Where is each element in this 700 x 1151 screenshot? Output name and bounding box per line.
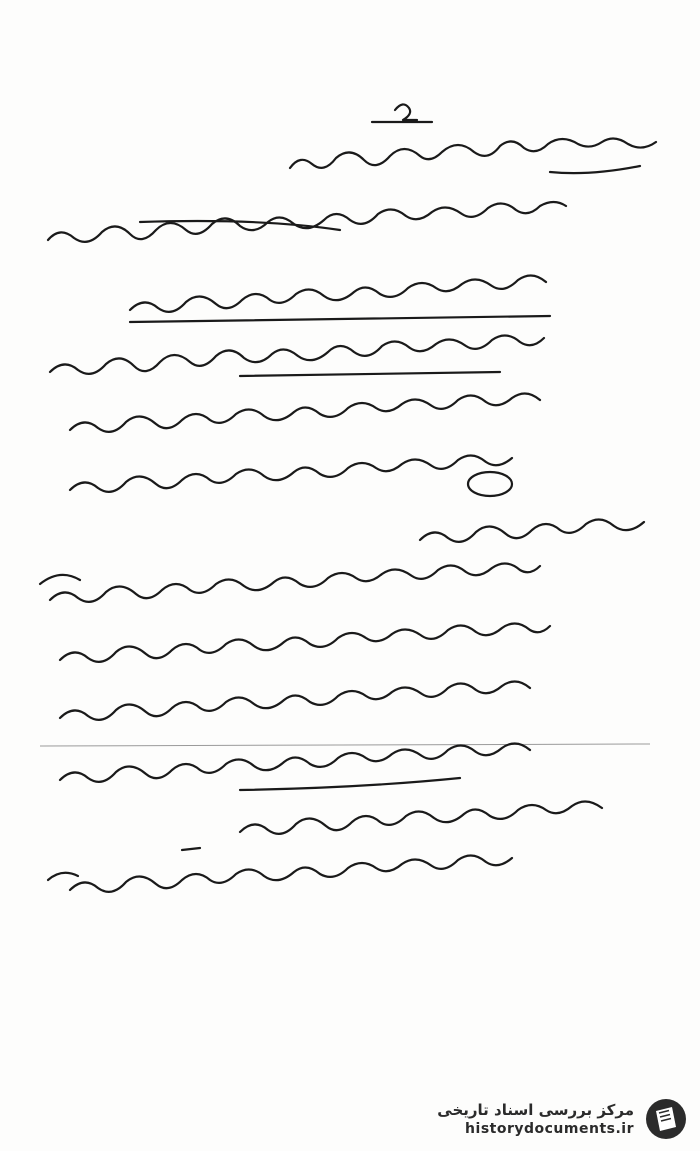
handwritten-line-7	[420, 519, 644, 541]
handwritten-line-10	[40, 681, 650, 746]
handwritten-line-5	[70, 393, 540, 431]
watermark-text	[437, 1100, 634, 1138]
handwritten-line-3	[130, 275, 550, 322]
handwritten-line-9	[60, 623, 550, 661]
page-number	[372, 104, 432, 122]
handwritten-line-6	[70, 455, 512, 496]
handwritten-line-12	[182, 801, 602, 850]
handwritten-line-2	[48, 202, 566, 242]
watermark-url: historydocuments.ir	[465, 1121, 634, 1137]
handwritten-line-4	[50, 335, 544, 376]
watermark-title: مرکز بررسی اسناد تاریخی	[437, 1101, 634, 1119]
handwritten-line-13	[48, 855, 512, 891]
archive-watermark	[398, 1095, 688, 1143]
handwritten-line-8	[40, 563, 540, 601]
handwritten-line-11	[60, 743, 530, 790]
archive-logo-icon	[644, 1097, 688, 1141]
handwritten-line-1	[290, 138, 656, 173]
